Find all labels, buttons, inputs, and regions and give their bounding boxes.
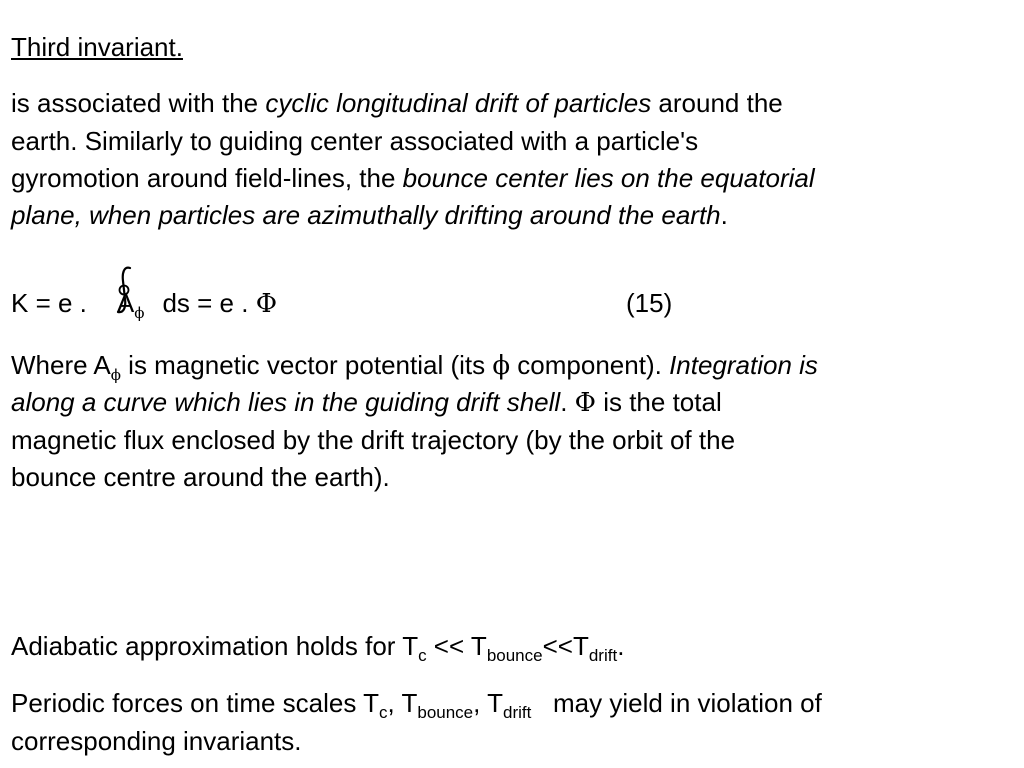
italic-text: Integration is — [669, 350, 818, 380]
text-span: Periodic forces on time scales T — [11, 688, 379, 718]
paragraph-line — [11, 688, 822, 728]
phi-symbol: ϕ — [492, 351, 511, 381]
text-span: . — [720, 200, 728, 230]
text-span: << T — [426, 631, 487, 661]
phi-subscript: ϕ — [110, 366, 121, 384]
paragraph-line — [11, 88, 783, 118]
italic-text: bounce center lies on the equatorial — [402, 163, 815, 193]
subscript: bounce — [486, 646, 543, 665]
slide-heading: Third invariant. — [11, 32, 183, 62]
text-span: , T — [387, 688, 418, 718]
subscript: c — [418, 646, 427, 665]
paragraph-line — [11, 350, 818, 390]
magnetic-flux-symbol: Φ — [574, 388, 596, 418]
text-span: may yield in violation of — [531, 688, 822, 718]
text-span: gyromotion around field-lines, the — [11, 163, 403, 193]
phi-subscript: ϕ — [134, 304, 145, 322]
italic-text: cyclic longitudinal drift of particles — [265, 88, 652, 118]
text-span: Where A — [11, 350, 111, 380]
paragraph-line: bounce centre around the earth). — [11, 462, 390, 492]
text-span: around the — [651, 88, 783, 118]
contour-integral-icon — [112, 265, 136, 315]
subscript: bounce — [417, 703, 474, 722]
paragraph-line — [11, 631, 624, 671]
paragraph-line — [11, 163, 815, 193]
paragraph-line: corresponding invariants. — [11, 726, 302, 756]
italic-text: along a curve which lies in the guiding drift shell — [11, 387, 561, 417]
text-span: is associated with the — [11, 88, 266, 118]
text-span: is the total — [595, 387, 722, 417]
text-span: Adiabatic approximation holds for T — [11, 631, 419, 661]
text-span: is magnetic vector potential (its — [120, 350, 493, 380]
subscript: c — [379, 703, 388, 722]
equation-lhs: K = e . — [11, 288, 87, 318]
text-span: . — [560, 387, 575, 417]
paragraph-line — [11, 200, 728, 230]
equation-number: (15) — [626, 288, 673, 318]
italic-text: plane, when particles are azimuthally drifting around the earth — [11, 200, 721, 230]
text-span: . — [617, 631, 625, 661]
subscript: drift — [588, 646, 618, 665]
magnetic-flux-symbol: Φ — [255, 289, 278, 319]
text-span: component). — [510, 350, 670, 380]
paragraph-line — [11, 387, 722, 418]
paragraph-line: earth. Similarly to guiding center associated with a particle's — [11, 126, 699, 156]
paragraph-line: magnetic flux enclosed by the drift trajectory (by the orbit of the — [11, 425, 736, 455]
equation-middle: ds = e . — [162, 288, 249, 318]
equation-text — [11, 288, 277, 328]
subscript: drift — [503, 703, 532, 722]
text-span: , T — [473, 688, 503, 718]
vector-potential-symbol: A — [116, 288, 135, 318]
text-span: <<T — [542, 631, 589, 661]
